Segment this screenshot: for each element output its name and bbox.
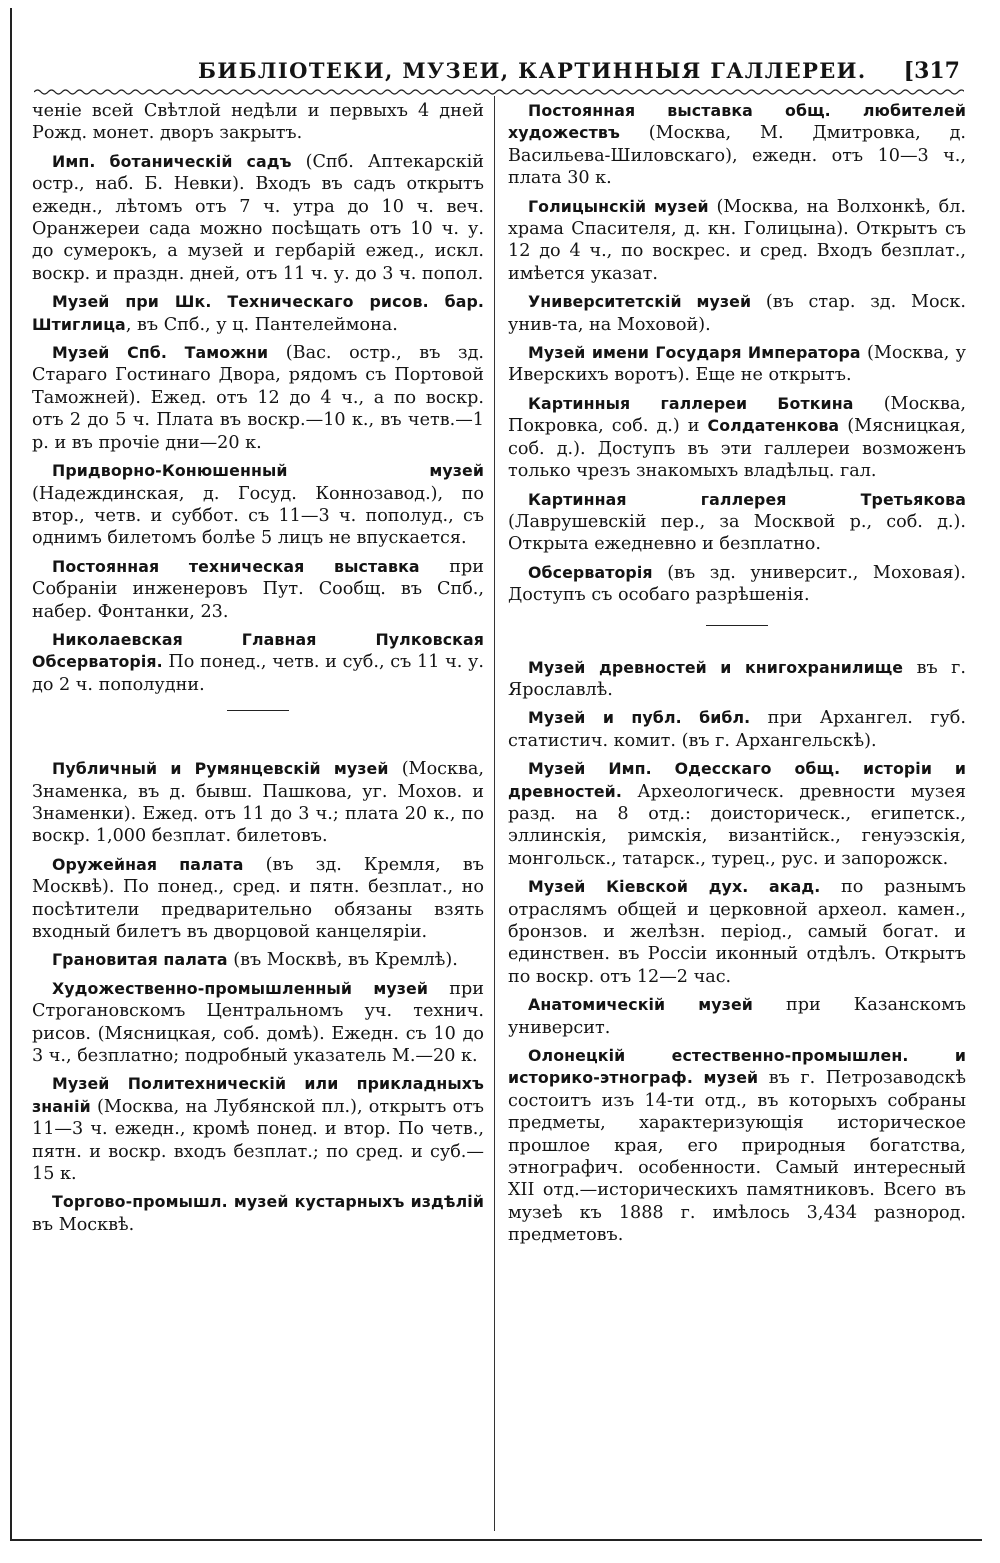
entry-odessa-museum: Музей Имп. Одесскаго общ. исторіи и древностей. Археологическ. древности музея разд. на 8 отд.: доисторическ., египетск., эллинскія, римскія, византійск., генуэзскія, монгольск., татарск., турец., рус. и запорожск.	[508, 759, 966, 869]
page-title: БИБЛІОТЕКИ, МУЗЕИ, КАРТИННЫЯ ГАЛЛЕРЕИ.	[198, 58, 867, 83]
entry-emperor-museum: Музей имени Государя Императора (Москва, у Иверскихъ воротъ). Еще не открытъ.	[508, 343, 966, 386]
entry-title: Постоянная техническая выставка	[52, 556, 420, 576]
running-header	[28, 58, 960, 88]
section-separator	[227, 710, 289, 712]
entry-moscow-observatory: Обсерваторія (въ зд. университ., Моховая). Доступъ съ особаго разрѣшенія.	[508, 562, 966, 606]
entry-court-stables-museum: Придворно-Конюшенный музей (Надеждинская, д. Госуд. Коннозавод.), по втор., четв. и суббот. съ 11—3 ч. пополуд., съ однимъ билетомъ болѣе 5 лицъ не впускается.	[32, 461, 484, 549]
entry-art-lovers-exhibition: Постоянная выставка общ. любителей художествъ (Москва, М. Дмитровка, д. Васильева-Шиловскаго), ежедн. отъ 10—3 ч., плата 30 к.	[508, 101, 966, 189]
entry-kazan-anatomical-museum: Анатомическій музей при Казанскомъ университ.	[508, 995, 966, 1038]
entry-title: Имп. ботаническій садъ	[52, 151, 292, 171]
entry-pulkovo-observatory: Николаевская Главная Пулковская Обсерваторія. По понед., четв. и суб., съ 11 ч. у. до 2 ч. пополудни.	[32, 629, 484, 695]
entry-technical-exhibition: Постоянная техническая выставка при Собраніи инженеровъ Пут. Сообщ. въ Спб., набер. Фонтанки, 23.	[32, 556, 484, 622]
section-separator	[706, 625, 768, 627]
entry-title: Музей древностей и книгохранилище	[528, 657, 904, 677]
entry-title: Анатомическій музей	[528, 995, 753, 1015]
left-column	[32, 100, 484, 1242]
entry-title: Грановитая палата	[52, 950, 228, 970]
entry-title: Художественно-промышленный музей	[52, 978, 429, 998]
entry-title: Музей Кіевской дух. акад.	[528, 877, 821, 897]
column-divider	[494, 96, 495, 1531]
right-column	[508, 100, 966, 1253]
entry-text: ченіе всей Свѣтлой недѣли и первыхъ 4 дней Рожд. монет. дворъ закрытъ.	[32, 101, 484, 144]
entry-title: Олонецкій естественно-промышлен. и историко-этнограф. музей	[508, 1046, 966, 1088]
entry-rumyantsev-museum: Публичный и Румянцевскій музей (Москва, Знаменка, въ д. бывш. Пашкова, уг. Мохов. и Знаменки). Ежед. отъ 11 до 3 ч.; плата 20 к., по воскр. 1,000 безплат. билетовъ.	[32, 759, 485, 847]
entry-title: Оружейная палата	[52, 854, 244, 874]
entry-faceted-chamber: Грановитая палата (въ Москвѣ, въ Кремлѣ).	[52, 950, 458, 971]
entry-title: Музей Политехническій или прикладныхъ знаній	[32, 1074, 484, 1116]
entry-university-museum: Университетскій музей (въ стар. зд. Моск. унив-та, на Моховой).	[508, 292, 966, 335]
entry-title: Голицынскій музей	[528, 196, 709, 216]
entry-title: Солдатенкова	[707, 416, 840, 436]
entry-handicraft-museum: Торгово-промышл. музей кустарныхъ издѣлій въ Москвѣ.	[32, 1192, 484, 1235]
entry-title: Музей имени Государя Императора	[528, 343, 861, 363]
entry-stieglitz-museum: Музей при Шк. Техническаго рисов. бар. Штиглица, въ Спб., у ц. Пантелеймона.	[32, 292, 484, 335]
entry-title: Университетскій музей	[528, 292, 752, 312]
entry-title: Картинная галлерея Третьякова	[528, 489, 966, 509]
entry-tretyakov-gallery: Картинная галлерея Третьякова (Лаврушевскій пер., за Москвой р., соб. д.). Открыта ежедневно и безплатно.	[508, 489, 966, 555]
entry-title: Музей Имп. Одесскаго общ. исторіи и древностей.	[508, 759, 966, 801]
entry-title: Обсерваторія	[528, 562, 653, 582]
entry-title: Публичный и Румянцевскій музей	[52, 759, 389, 779]
page-frame-left	[10, 8, 12, 1541]
entry-title: Николаевская Главная Пулковская Обсерваторія.	[32, 629, 484, 672]
entry-olonets-museum: Олонецкій естественно-промышлен. и историко-этнограф. музей въ г. Петрозаводскѣ состоитъ изъ 14-ти отд., въ которыхъ собраны предметы, характеризующія историческое прошлое края, его природныя богатства, этнографич. особенности. Самый интересный XII отд.—историческихъ памятниковъ. Всего въ музеѣ къ 1888 г. имѣлось 3,434 разнород. предметовъ.	[508, 1046, 967, 1246]
entry-title: Придворно-Конюшенный музей	[52, 461, 484, 481]
entry-title: Музей Спб. Таможни	[52, 343, 269, 363]
page-number: [317	[903, 58, 960, 84]
entry-title: Музей и публ. библ.	[528, 708, 751, 728]
entry-arkhangelsk-museum: Музей и публ. библ. при Архангел. губ. статистич. комит. (въ г. Архангельскѣ).	[508, 708, 966, 751]
entry-art-industrial-museum: Художественно-промышленный музей при Строгановскомъ Центральномъ уч. технич. рисов. (Мясницкая, соб. домѣ). Ежедн. съ 10 до 3 ч., безплатно; подробный указатель М.—20 к.	[32, 978, 484, 1067]
entry-customs-museum: Музей Спб. Таможни (Вас. остр., въ зд. Стараго Гостинаго Двора, рядомъ съ Портовой Таможней). Ежед. отъ 12 до 4 ч., а по воскр. отъ 2 до 5 ч. Плата въ воскр.—10 к., въ четв.—1 р. и въ прочіе дни—20 к.	[32, 343, 484, 453]
entry-title: Торгово-промышл. музей кустарныхъ издѣлій	[52, 1192, 484, 1212]
entry-title: Постоянная выставка общ. любителей художествъ	[508, 101, 966, 143]
page-frame-bottom	[10, 1539, 982, 1541]
wavy-rule	[34, 86, 964, 98]
entry-title: Музей при Шк. Техническаго рисов. бар. Штиглица	[32, 292, 484, 334]
entry-golitsyn-museum: Голицынскій музей (Москва, на Волхонкѣ, бл. храма Спасителя, д. кн. Голицына). Открытъ съ 12 до 4 ч., по воскрес. и сред. Входъ безплат., имѣется указат.	[508, 196, 966, 284]
entry-polytechnic-museum: Музей Политехническій или прикладныхъ знаній (Москва, на Лубянской пл.), открытъ отъ 11—3 ч. ежедн., кромѣ понед. и втор. По четв., пятн. и воскр. входъ безплат.; по сред. и суб.—15 к.	[32, 1074, 484, 1185]
entry-yaroslavl-museum: Музей древностей и книгохранилище въ г. Ярославлѣ.	[508, 657, 966, 700]
entry-botanical-garden: Имп. ботаническій садъ (Спб. Аптекарскій остр., наб. Б. Невки). Входъ въ садъ открытъ ежедн., лѣтомъ отъ 7 ч. утра до 10 ч. веч. Оранжереи сада можно посѣщать отъ 10 ч. у. до сумерокъ, а музей и гербарій ежед., искл. воскр. и праздн. дней, отъ 11 ч. у. до 3 ч. попол.	[32, 151, 484, 284]
entry-botkin-soldatenkov-galleries: Картинныя галлереи Боткина (Москва, Покровка, соб. д.) и Солдатенкова (Мясницкая, соб. д.). Доступъ въ эти галлереи возможенъ только чрезъ знакомыхъ владѣльц. гал.	[508, 393, 967, 482]
entry-kiev-academy-museum: Музей Кіевской дух. акад. по разнымъ отраслямъ общей и церковной археол. камен., бронзов. и желѣзн. період., самый богат. и единствен. въ Россіи иконный отдѣлъ. Открытъ по воскр. отъ 12—2 час.	[508, 877, 966, 987]
entry-armoury-chamber: Оружейная палата (въ зд. Кремля, въ Москвѣ). По понед., сред. и пятн. безплат., но посѣтители предварительно обязаны взять входный билетъ въ дворцовой канцеляріи.	[32, 854, 485, 942]
entry-title: Картинныя галлереи Боткина	[528, 393, 854, 413]
